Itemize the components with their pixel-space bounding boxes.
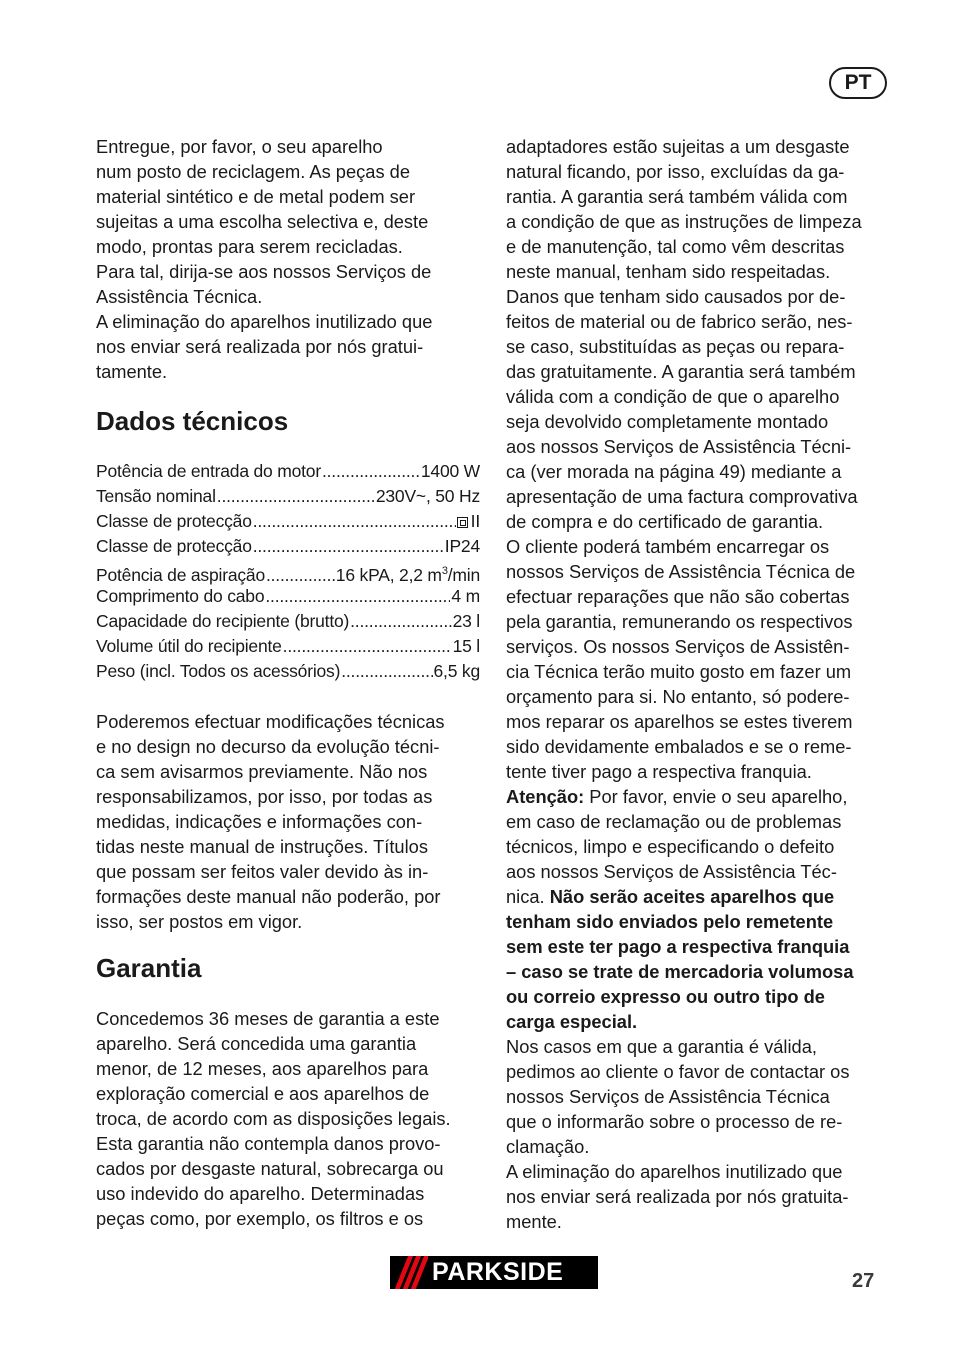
spec-value-protection-class: [457, 509, 480, 534]
spec-leader-dots: [253, 509, 456, 534]
spec-leader-dots: [265, 584, 450, 609]
spec-row: [96, 484, 480, 509]
spec-value-text: 16 kPA, 2,2 m: [335, 564, 442, 585]
attention-paragraph: [506, 784, 890, 1034]
spec-leader-dots: [283, 634, 452, 659]
spec-leader-dots: [350, 609, 451, 634]
spec-label: Comprimento do cabo: [96, 586, 265, 606]
spec-row: [96, 659, 480, 684]
left-column: [96, 134, 480, 1231]
spec-label: Classe de protecção: [96, 536, 252, 556]
spec-leader-dots: [322, 459, 420, 484]
spec-value: 6,5 kg: [433, 661, 480, 681]
page-number: 27: [852, 1270, 875, 1292]
heading-garantia: Garantia: [96, 953, 202, 983]
spec-value: IP24: [444, 536, 480, 556]
spec-value-text: II: [470, 511, 480, 531]
spec-row: [96, 584, 480, 609]
modifications-paragraph: Poderemos efectuar modificações técnicas e no design no decurso da evolução técni- ca sem avisarmos previamente. Não nos responsabilizamos, por isso, por todas as medidas, indicações e informações con- tidas neste manual de instruções. Títulos que possam ser feitos valer devido às in- formações deste manual não poderão, por isso, ser postos em vigor.: [96, 711, 445, 932]
spec-label: Peso (incl. Todos os acessórios): [96, 661, 341, 681]
warranty-contact-paragraph: Nos casos em que a garantia é válida, pedimos ao cliente o favor de contactar os nossos Serviços de Assistência Técnica que o informarão sobre o processo de re- clamação. A eliminação do aparelhos inutilizado que nos enviar será realizada por nós gratuita- mente.: [506, 1036, 850, 1232]
warranty-paragraph: Concedemos 36 meses de garantia a este aparelho. Será concedida uma garantia menor, de 12 meses, aos aparelhos para exploração comercial e aos aparelhos de troca, de acordo com as disposições legais. Esta garantia não contempla danos provo- cados por desgaste natural, sobrecarga ou uso indevido do aparelho. Determinadas peças como, por exemplo, os filtros e os: [96, 1008, 451, 1229]
right-column: [506, 134, 890, 1234]
spec-row: [96, 559, 480, 584]
spec-row: [96, 609, 480, 634]
spec-label: Potência de aspiração: [96, 564, 265, 585]
logo-text: PARKSIDE: [432, 1258, 564, 1286]
spec-label: Potência de entrada do motor: [96, 461, 321, 481]
spec-value: 15 l: [452, 636, 480, 656]
spec-row: [96, 459, 480, 484]
language-badge: PT: [829, 67, 887, 99]
recycling-paragraph: Entregue, por favor, o seu aparelho num posto de reciclagem. As peças de material sintético e de metal podem ser sujeitas a uma escolha selectiva e, deste modo, prontas para serem recicladas. Para tal, dirija-se aos nossos Serviços de Assistência Técnica. A eliminação do aparelhos inutilizado que nos enviar será realizada por nós gratui- tamente.: [96, 136, 433, 382]
warranty-continued-paragraph: adaptadores estão sujeitas a um desgaste natural ficando, por isso, excluídas da ga- rantia. A garantia será também válida com a condição de que as instruções de limpeza e de manutenção, tal como vêm descritas neste manual, tenham sido respeitadas. Danos que tenham sido causados por de- feitos de material ou de fabrico serão, nes- se caso, substituídas as peças ou repara- das gratuitamente. A garantia será também válida com a condição de que o aparelho seja devolvido completamente montado aos nossos Serviços de Assistência Técni- ca (ver morada na página 49) mediante a apresentação de uma factura comprovativa de compra e do certificado de garantia. O cliente poderá também encarregar os nossos Serviços de Assistência Técnica de efectuar reparações que não são cobertas pela garantia, remunerando os respectivos serviços. Os nossos Serviços de Assistên- cia Técnica terão muito gosto em fazer um orçamento para si. No entanto, só podere- mos reparar os aparelhos se estes tiverem sido devidamente embalados e se o reme- tente tiver pago a respectiva franquia.: [506, 136, 862, 782]
double-insulation-icon: [457, 517, 468, 528]
spec-value: 4 m: [451, 586, 480, 606]
spec-label: Capacidade do recipiente (brutto): [96, 611, 350, 631]
spec-leader-dots: [217, 484, 375, 509]
attention-label: Atenção:: [506, 786, 585, 807]
spec-row: [96, 634, 480, 659]
spec-leader-dots: [253, 534, 444, 559]
spec-label: Volume útil do recipiente: [96, 636, 282, 656]
spec-label: Classe de protecção: [96, 511, 252, 531]
spec-value: 23 l: [452, 611, 480, 631]
spec-table: [96, 459, 480, 684]
spec-value: 1400 W: [420, 461, 480, 481]
logo-stripes-icon: [390, 1256, 428, 1289]
heading-dados-tecnicos: Dados técnicos: [96, 406, 289, 436]
spec-value-superscript: 3: [441, 565, 448, 577]
parkside-logo: [390, 1256, 598, 1289]
attention-text: Por favor, envie o seu aparelho, em caso de reclamação ou de problemas técnicos, limpo e especificando o defeito aos nossos Serviços de Assistência Téc- nica.: [506, 786, 848, 907]
spec-label: Tensão nominal: [96, 486, 216, 506]
spec-leader-dots: [341, 659, 432, 684]
spec-row: [96, 534, 480, 559]
spec-row: [96, 509, 480, 534]
spec-value-suffix: /min: [447, 564, 480, 585]
attention-bold-text: Não serão aceites aparelhos que tenham sido enviados pelo remetente sem este ter pago a respectiva franquia – caso se trate de mercadoria volumosa ou correio expresso ou outro tipo de carga especial.: [506, 886, 854, 1032]
spec-value: 230V~, 50 Hz: [375, 486, 480, 506]
